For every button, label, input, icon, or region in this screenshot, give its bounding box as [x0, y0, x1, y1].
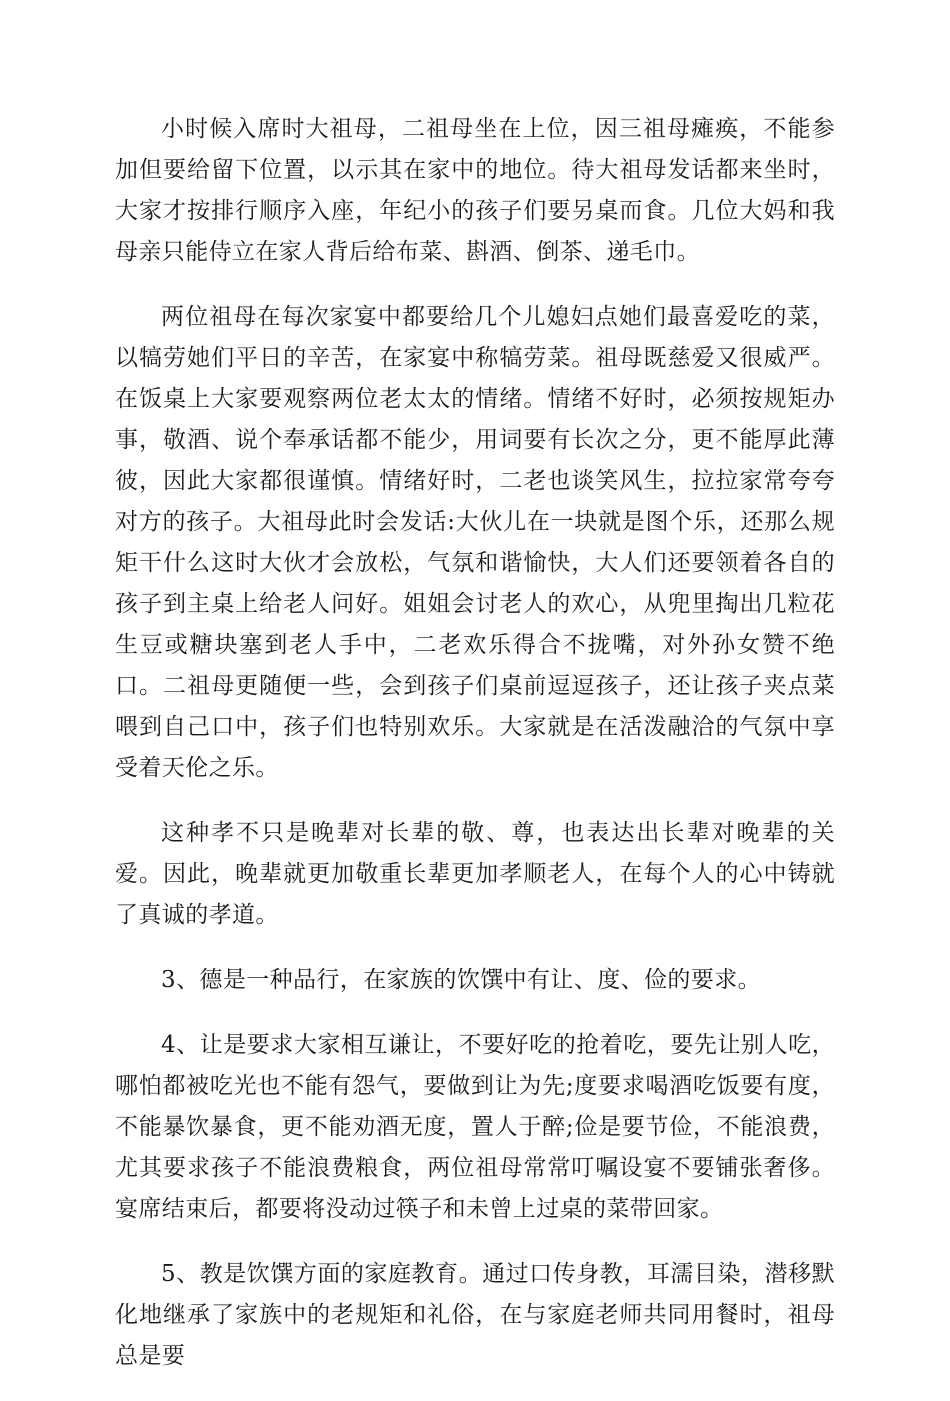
paragraph-point-4-modesty: 4、让是要求大家相互谦让，不要好吃的抢着吃，要先让别人吃，哪怕都被吃光也不能有怨气，要做到让为先;度要求喝酒吃饭要有度，不能暴饮暴食，更不能劝酒无度，置人于醉;俭是要节俭，不能浪费，尤其要求孩子不能浪费粮食，两位祖母常常叮嘱设宴不要铺张奢侈。宴席结束后，都要将没动过筷子和未曾上过桌的菜带回家。	[115, 1032, 835, 1222]
paragraph-grandmothers-feast: 两位祖母在每次家宴中都要给几个儿媳妇点她们最喜爱吃的菜，以犒劳她们平日的辛苦，在家宴中称犒劳菜。祖母既慈爱又很威严。在饭桌上大家要观察两位老太太的情绪。情绪不好时，必须按规矩办事，敬酒、说个奉承话都不能少，用词要有长次之分，更不能厚此薄彼，因此大家都很谨慎。情绪好时，二老也谈笑风生，拉拉家常夸夸对方的孩子。大祖母此时会发话:大伙儿在一块就是图个乐，还那么规矩干什么这时大伙才会放松，气氛和谐愉快，大人们还要领着各自的孩子到主桌上给老人问好。姐姐会讨老人的欢心，从兜里掏出几粒花生豆或糖块塞到老人手中，二老欢乐得合不拢嘴，对外孙女赞不绝口。二祖母更随便一些，会到孩子们桌前逗逗孩子，还让孩子夹点菜喂到自己口中，孩子们也特别欢乐。大家就是在活泼融洽的气氛中享受着天伦之乐。	[115, 304, 835, 781]
paragraph-seating-order: 小时候入席时大祖母，二祖母坐在上位，因三祖母瘫痪，不能参加但要给留下位置，以示其在家中的地位。待大祖母发话都来坐时，大家才按排行顺序入座，年纪小的孩子们要另桌而食。几位大妈和我母亲只能侍立在家人背后给布菜、斟酒、倒茶、递毛巾。	[115, 116, 835, 265]
paragraph-point-5-education: 5、教是饮馔方面的家庭教育。通过口传身教，耳濡目染，潜移默化地继承了家族中的老规矩和礼俗，在与家庭老师共同用餐时，祖母总是要	[115, 1261, 835, 1369]
document-body	[115, 109, 835, 1401]
paragraph-point-3-virtue: 3、德是一种品行，在家族的饮馔中有让、度、俭的要求。	[161, 967, 762, 993]
paragraph-filial-piety: 这种孝不只是晚辈对长辈的敬、尊，也表达出长辈对晚辈的关爱。因此，晚辈就更加敬重长辈更加孝顺老人，在每个人的心中铸就了真诚的孝道。	[115, 820, 835, 928]
